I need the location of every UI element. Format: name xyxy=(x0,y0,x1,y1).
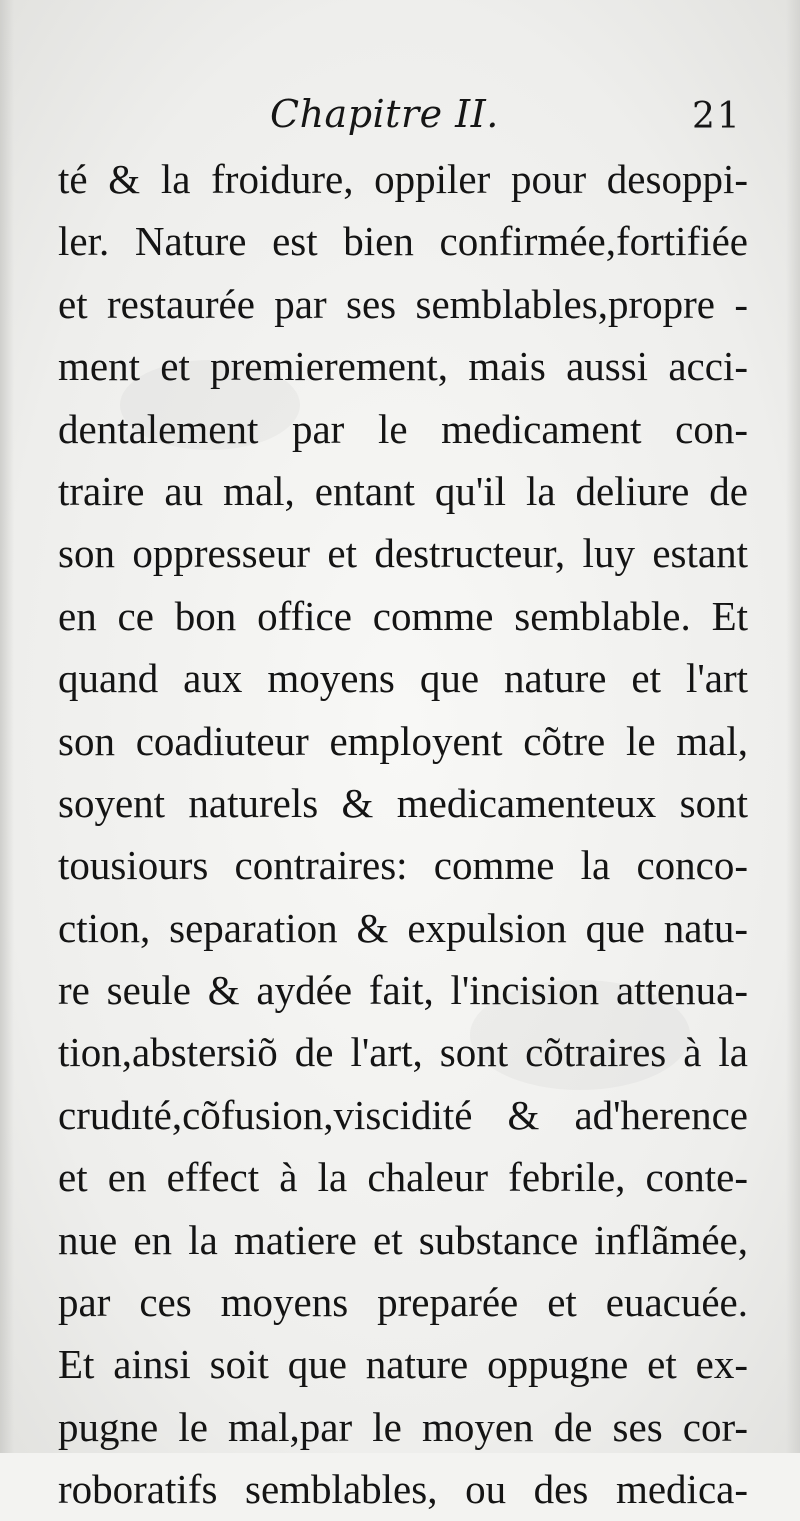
text-line: ment et premierement, mais aussi acci- xyxy=(58,343,748,390)
text-line: en ce bon office comme semblable. Et xyxy=(58,592,748,639)
text-line: nue en la matiere et substance inflãmée, xyxy=(58,1216,748,1263)
page-header xyxy=(0,92,800,152)
text-line: ler. Nature est bien confirmée,fortifiée xyxy=(58,218,748,265)
text-line: et restaurée par ses semblables,propre - xyxy=(58,280,748,327)
text-line: té & la froidure, oppiler pour desoppi- xyxy=(58,156,748,202)
text-line: par ces moyens preparée et euacuée. xyxy=(58,1279,748,1326)
text-line: tousiours contraires: comme la conco- xyxy=(58,842,748,889)
text-line: dentalement par le medicament con- xyxy=(58,405,748,452)
text-line: ction, separation & expulsion que natu- xyxy=(58,904,748,951)
page-left-shadow xyxy=(0,0,14,1453)
page-right-shadow xyxy=(786,0,800,1453)
text-line: quand aux moyens que nature et l'art xyxy=(58,655,748,702)
page-number: 21 xyxy=(692,96,742,137)
text-line: son oppresseur et destructeur, luy estant xyxy=(58,530,748,577)
text-line: pugne le mal,par le moyen de ses cor- xyxy=(58,1403,748,1450)
text-line: crudıté,cõfusion,viscidité & ad'herence xyxy=(58,1091,748,1138)
text-line: Et ainsi soit que nature oppugne et ex- xyxy=(58,1341,748,1388)
text-line: son coadiuteur employent cõtre le mal, xyxy=(58,717,748,764)
running-title: Chapitre II. xyxy=(270,92,499,136)
body-text xyxy=(58,148,758,1521)
text-line: et en effect à la chaleur febrile, conte- xyxy=(58,1154,748,1201)
text-line: soyent naturels & medicamenteux sont xyxy=(58,779,748,826)
text-line: roboratifs semblables, ou des medica- xyxy=(58,1466,748,1513)
text-line: traire au mal, entant qu'il la deliure de xyxy=(58,467,748,514)
text-line: tion,abstersiõ de l'art, sont cõtraires à la xyxy=(58,1029,748,1076)
text-line: re seule & aydée fait, l'incision attenua- xyxy=(58,967,748,1014)
